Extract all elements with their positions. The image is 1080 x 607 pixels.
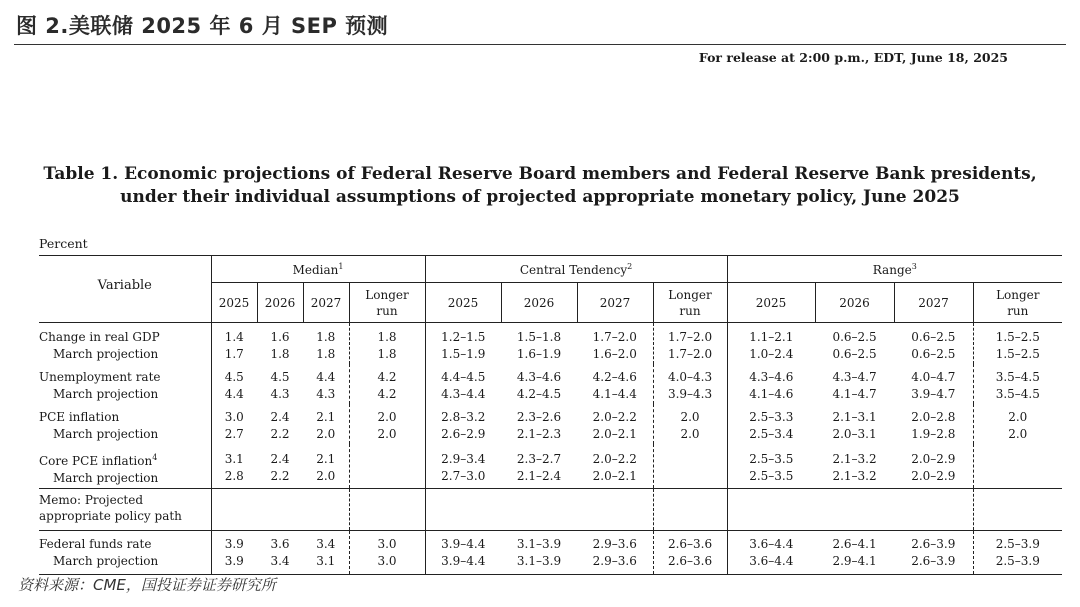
table-row-pce bbox=[39, 404, 1062, 444]
row-label: Change in real GDP March projection bbox=[39, 330, 160, 361]
median-header: Median$^1$ bbox=[211, 256, 425, 283]
row-label: Unemployment rate March projection bbox=[39, 370, 161, 401]
unit-label: Percent bbox=[39, 236, 88, 251]
table-cell: 4.5 4.3 bbox=[270, 370, 290, 401]
memo-label: Memo: Projected appropriate policy path bbox=[39, 489, 211, 531]
table-cell: 4.5 4.4 bbox=[211, 364, 257, 404]
table-cell: 2.1–3.2 2.1–3.2 bbox=[832, 452, 877, 483]
table-cell: 2.3–2.6 2.1–2.3 bbox=[516, 410, 562, 441]
table-cell: 3.1–3.9 3.1–3.9 bbox=[501, 531, 577, 575]
range-longer-run: Longer run bbox=[973, 283, 1062, 323]
table-cell: 3.9 3.9 bbox=[211, 531, 257, 575]
central-year-2025: 2025 bbox=[425, 283, 501, 323]
table-cell: 2.1–3.1 2.0–3.1 bbox=[832, 410, 877, 441]
table-cell: 1.8 1.8 bbox=[349, 323, 425, 365]
table-row-unemployment bbox=[39, 364, 1062, 404]
table-cell: 4.4–4.5 4.3–4.4 bbox=[425, 364, 501, 404]
table-cell: 2.0–2.9 2.0–2.9 bbox=[911, 452, 956, 483]
table-title bbox=[0, 163, 1080, 209]
table-cell: 2.1 2.0 bbox=[316, 410, 336, 441]
table-cell: 4.3–4.7 4.1–4.7 bbox=[832, 370, 877, 401]
table-cell: 2.5–3.3 2.5–3.4 bbox=[727, 404, 815, 444]
table-cell: 1.2–1.5 1.5–1.9 bbox=[425, 323, 501, 365]
table-cell bbox=[349, 444, 425, 489]
table-cell: 2.9–3.4 2.7–3.0 bbox=[425, 444, 501, 489]
table-cell: 1.4 1.7 bbox=[211, 323, 257, 365]
table-title-line1: Table 1. Economic projections of Federal Reserve Board members and Federal Reserve Bank presidents, bbox=[43, 164, 1037, 184]
table-cell: 3.6–4.4 3.6–4.4 bbox=[727, 531, 815, 575]
table-cell: 2.6–3.9 2.6–3.9 bbox=[894, 531, 973, 575]
projections-table bbox=[39, 255, 1062, 575]
table-cell: 4.2–4.6 4.1–4.4 bbox=[592, 370, 637, 401]
table-cell: 2.0 2.0 bbox=[973, 404, 1062, 444]
row-label: Core PCE inflation$^4$ March projection bbox=[39, 453, 159, 485]
table-cell: 0.6–2.5 0.6–2.5 bbox=[911, 330, 956, 361]
variable-header: Variable bbox=[39, 256, 211, 323]
table-cell: 4.2 4.2 bbox=[349, 364, 425, 404]
table-cell: 2.6–3.6 2.6–3.6 bbox=[653, 531, 727, 575]
release-note: For release at 2:00 p.m., EDT, June 18, 2025 bbox=[698, 50, 1008, 65]
table-row-federal-funds-rate bbox=[39, 531, 1062, 575]
table-cell: 2.5–3.9 2.5–3.9 bbox=[973, 531, 1062, 575]
table-cell: 1.8 1.8 bbox=[316, 330, 336, 361]
table-cell: 4.3–4.6 4.1–4.6 bbox=[727, 364, 815, 404]
table-cell: 2.5–3.5 2.5–3.5 bbox=[727, 444, 815, 489]
table-cell: 4.4 4.3 bbox=[316, 370, 336, 401]
range-header: Range$^3$ bbox=[727, 256, 1062, 283]
table-row-memo bbox=[39, 489, 1062, 531]
table-cell: 2.6–4.1 2.9–4.1 bbox=[815, 531, 894, 575]
table-cell: 3.4 3.1 bbox=[303, 531, 349, 575]
table-cell: 4.0–4.3 3.9–4.3 bbox=[653, 364, 727, 404]
table-cell: 2.9–3.6 2.9–3.6 bbox=[577, 531, 653, 575]
central-tendency-header: Central Tendency$^2$ bbox=[425, 256, 727, 283]
table-cell: 2.0–2.2 2.0–2.1 bbox=[592, 410, 637, 441]
table-cell: 2.4 2.2 bbox=[270, 452, 290, 483]
table-row-gdp bbox=[39, 323, 1062, 365]
table-cell: 0.6–2.5 0.6–2.5 bbox=[832, 330, 877, 361]
table-cell: 4.0–4.7 3.9–4.7 bbox=[911, 370, 956, 401]
table-row-core-pce bbox=[39, 444, 1062, 489]
table-cell: 3.0 2.7 bbox=[211, 404, 257, 444]
table-cell: 2.0 2.0 bbox=[653, 404, 727, 444]
range-year-2027: 2027 bbox=[894, 283, 973, 323]
median-year-2027: 2027 bbox=[303, 283, 349, 323]
table-cell bbox=[973, 444, 1062, 489]
range-year-2026: 2026 bbox=[815, 283, 894, 323]
central-longer-run: Longer run bbox=[653, 283, 727, 323]
table-cell: 2.8–3.2 2.6–2.9 bbox=[425, 404, 501, 444]
row-label: PCE inflation March projection bbox=[39, 410, 159, 441]
figure-title: 图 2.美联储 2025 年 6 月 SEP 预测 bbox=[16, 14, 389, 38]
table-cell: 3.5–4.5 3.5–4.5 bbox=[973, 364, 1062, 404]
table-cell bbox=[653, 444, 727, 489]
central-year-2026: 2026 bbox=[501, 283, 577, 323]
table-cell: 3.1 2.8 bbox=[211, 444, 257, 489]
range-year-2025: 2025 bbox=[727, 283, 815, 323]
table-cell: 1.7–2.0 1.6–2.0 bbox=[592, 330, 637, 361]
table-cell: 1.6 1.8 bbox=[270, 330, 290, 361]
table-cell: 3.9–4.4 3.9–4.4 bbox=[425, 531, 501, 575]
table-cell: 4.3–4.6 4.2–4.5 bbox=[516, 370, 562, 401]
median-year-2025: 2025 bbox=[211, 283, 257, 323]
table-cell: 3.0 3.0 bbox=[349, 531, 425, 575]
row-label: Federal funds rate March projection bbox=[39, 531, 211, 575]
table-cell: 1.1–2.1 1.0–2.4 bbox=[727, 323, 815, 365]
table-cell: 2.0 2.0 bbox=[349, 404, 425, 444]
central-year-2027: 2027 bbox=[577, 283, 653, 323]
table-cell: 3.6 3.4 bbox=[257, 531, 303, 575]
title-rule bbox=[14, 44, 1066, 45]
median-longer-run: Longer run bbox=[349, 283, 425, 323]
table-cell: 2.3–2.7 2.1–2.4 bbox=[516, 452, 562, 483]
table-cell: 2.0–2.8 1.9–2.8 bbox=[911, 410, 956, 441]
table-cell: 2.4 2.2 bbox=[270, 410, 290, 441]
median-year-2026: 2026 bbox=[257, 283, 303, 323]
table-cell: 1.5–2.5 1.5–2.5 bbox=[973, 323, 1062, 365]
table-cell: 2.1 2.0 bbox=[316, 452, 336, 483]
table-cell: 1.7–2.0 1.7–2.0 bbox=[653, 323, 727, 365]
source-note: 资料来源：CME，国投证券证券研究所 bbox=[18, 576, 276, 594]
table-title-line2: under their individual assumptions of projected appropriate monetary policy, June 2025 bbox=[120, 187, 960, 207]
table-cell: 1.5–1.8 1.6–1.9 bbox=[516, 330, 562, 361]
table-cell: 2.0–2.2 2.0–2.1 bbox=[592, 452, 637, 483]
